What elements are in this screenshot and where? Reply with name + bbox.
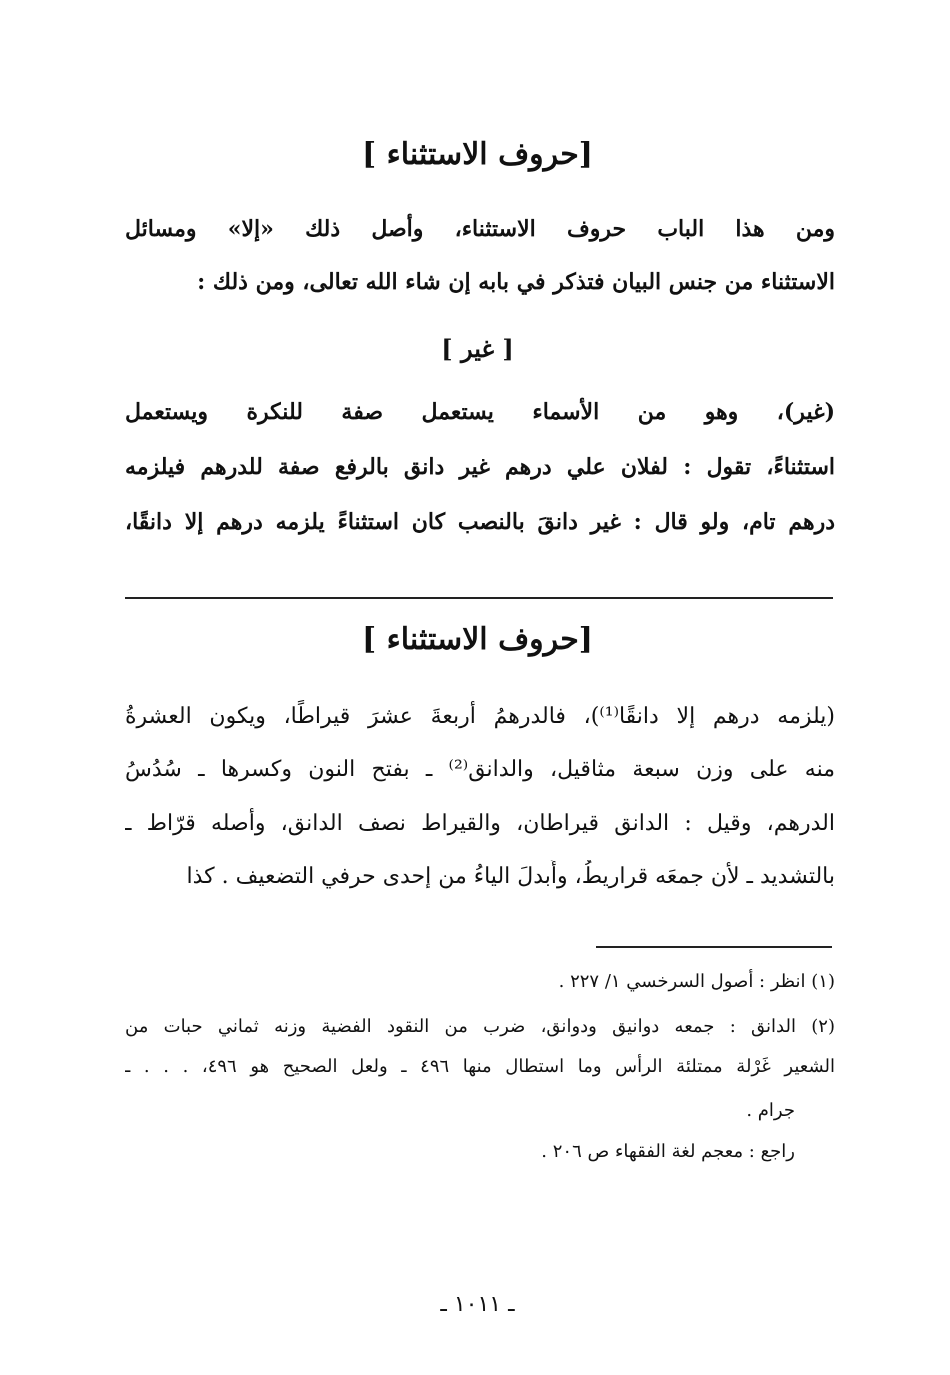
commentary-heading-exception-particles: [حروف الاستثناء ]	[362, 622, 593, 657]
intro-line-2: الاستثناء من جنس البيان فتذكر في بابه إن شاء الله تعالى، ومن ذلك :	[197, 269, 835, 295]
subheading-ghayr: [ غير ]	[441, 334, 514, 363]
footnote-2-reference: راجع : معجم لغة الفقهاء ص ٢٠٦ .	[541, 1141, 795, 1162]
section-divider	[125, 597, 833, 599]
commentary-line-3: الدرهم، وقيل : الدانق قيراطان، والقيراط نصف الدانق، وأصله قرّاط ـ	[125, 811, 835, 836]
ghayr-line-2: استثناءً، تقول : لفلان علي درهم غير دانق بالرفع صفة للدرهم فيلزمه	[125, 454, 835, 480]
intro-line-1: ومن هذا الباب حروف الاستثناء، وأصل ذلك «إلا» ومسائل	[125, 216, 835, 242]
ghayr-line-1: (غير)، وهو من الأسماء يستعمل صفة للنكرة ويستعمل	[125, 399, 835, 425]
section-heading-exception-particles: [حروف الاستثناء ]	[362, 137, 593, 172]
footnote-2-line-3: جرام .	[746, 1100, 795, 1121]
commentary-line-1: (يلزمه درهم إلا دانقًا⁽¹⁾)، فالدرهمُ أربعةَ عشرَ قيراطًا، ويكون العشرةُ	[125, 704, 835, 729]
ghayr-line-3: درهم تام، ولو قال : غير دانقَ بالنصب كان استثناءً يلزمه درهم إلا دانقًا،	[125, 509, 835, 535]
footnote-1: (١) انظر : أصول السرخسي ١/ ٢٢٧ .	[558, 971, 835, 992]
page-number: ـ ١٠١١ ـ	[440, 1292, 515, 1317]
footnote-separator	[596, 946, 832, 948]
commentary-line-2: منه على وزن سبعة مثاقيل، والدانق⁽²⁾ ـ بفتح النون وكسرها ـ سُدُسُ	[125, 757, 835, 782]
footnote-2-line-2: الشعير غَرْلة ممتلئة الرأس وما استطال منها ٤٩٦ ـ ولعل الصحيح هو ٤٩٦، . . . ـ	[125, 1056, 835, 1077]
footnote-2-line-1: (٢) الدانق : جمعه دوانيق ودوانق، ضرب من النقود الفضية وزنه ثماني حبات من	[125, 1016, 835, 1037]
commentary-line-4: بالتشديد ـ لأن جمعَه قراريطُ، وأُبدلَ الياءُ من إحدى حرفي التضعيف . كذا	[186, 864, 835, 889]
